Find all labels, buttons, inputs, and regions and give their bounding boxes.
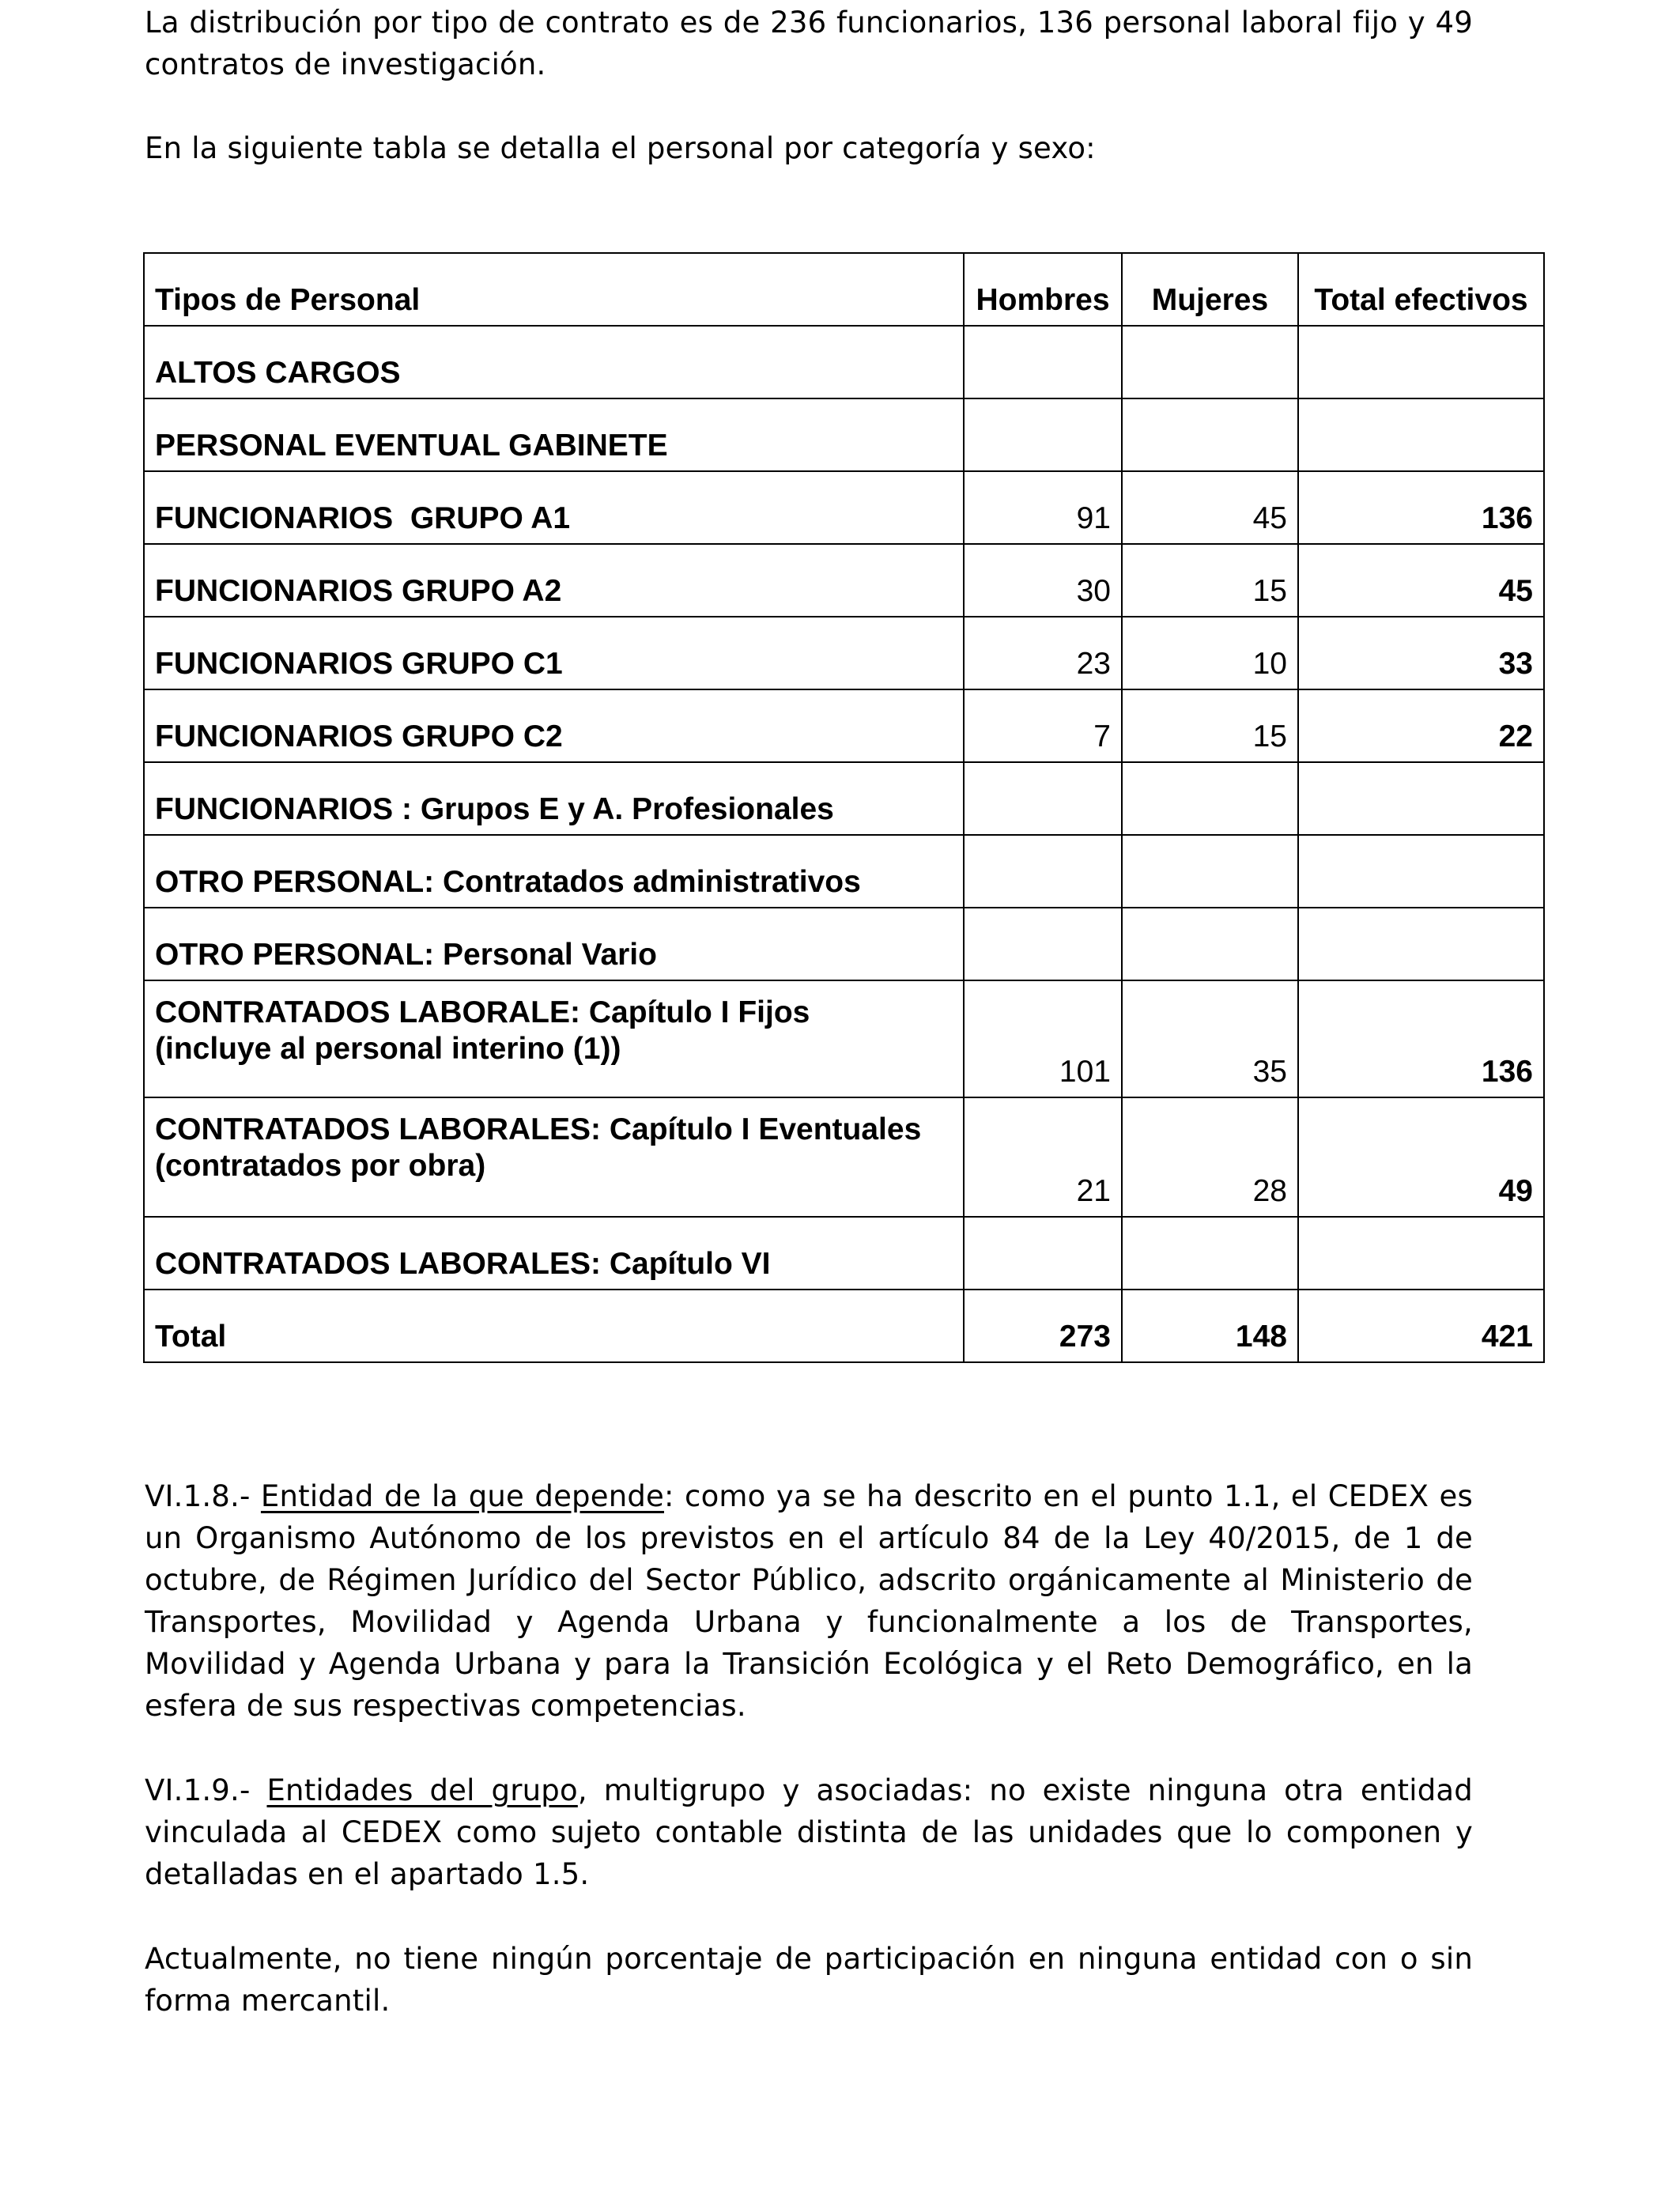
cell-mujeres	[1122, 835, 1298, 908]
cell-total	[1298, 326, 1544, 398]
cell-hombres	[964, 908, 1122, 980]
cell-mujeres: 15	[1122, 689, 1298, 762]
header-mujeres: Mujeres	[1122, 253, 1298, 326]
table-row	[144, 980, 1544, 1097]
cell-hombres	[964, 835, 1122, 908]
header-total: Total efectivos	[1298, 253, 1544, 326]
section-number: VI.1.9.-	[145, 1773, 267, 1807]
cell-mujeres: 45	[1122, 471, 1298, 544]
staff-table	[143, 252, 1545, 1363]
cell-total: 33	[1298, 617, 1544, 689]
cell-total	[1298, 908, 1544, 980]
table-header-row	[144, 253, 1544, 326]
intro-paragraph: La distribución por tipo de contrato es de 236 funcionarios, 136 personal laboral fijo y 49 contratos de investigación.	[145, 6, 1473, 81]
cell-hombres	[964, 762, 1122, 835]
cell-mujeres: 35	[1122, 980, 1298, 1097]
cell-hombres: 23	[964, 617, 1122, 689]
cell-mujeres: 10	[1122, 617, 1298, 689]
cell-total	[1298, 762, 1544, 835]
table-row	[144, 1217, 1544, 1290]
cell-tipo: PERSONAL EVENTUAL GABINETE	[144, 398, 964, 471]
table-total-row	[144, 1290, 1544, 1362]
cell-mujeres: 15	[1122, 544, 1298, 617]
section-text: : como ya se ha descrito en el punto 1.1, el CEDEX es un Organismo Autónomo de los previstos en el artículo 84 de la Ley 40/2015, de 1 de octubre, de Régimen Jurídico del Sector Público, adscrito orgánicamente al Ministerio de Transportes, Movilidad y Agenda Urbana y funcionalmente a los de Transportes, Movilidad y Agenda Urbana y para la Transición Ecológica y el Reto Demográfico, en la esfera de sus respectivas competencias.	[145, 1479, 1473, 1723]
cell-total	[1298, 1217, 1544, 1290]
closing-paragraph: Actualmente, no tiene ningún porcentaje de participación en ninguna entidad con o sin forma mercantil.	[145, 1942, 1473, 2018]
cell-hombres: 7	[964, 689, 1122, 762]
section-title: Entidades del grupo	[266, 1773, 578, 1807]
section-vi-1-8	[145, 1475, 1473, 1727]
cell-mujeres	[1122, 326, 1298, 398]
cell-hombres: 101	[964, 980, 1122, 1097]
cell-mujeres	[1122, 398, 1298, 471]
cell-total	[1298, 398, 1544, 471]
cell-tipo: CONTRATADOS LABORALE: Capítulo I Fijos (incluye al personal interino (1))	[144, 980, 964, 1097]
cell-mujeres	[1122, 1217, 1298, 1290]
cell-hombres	[964, 326, 1122, 398]
cell-mujeres	[1122, 908, 1298, 980]
cell-hombres	[964, 1217, 1122, 1290]
cell-tipo: FUNCIONARIOS GRUPO C2	[144, 689, 964, 762]
cell-total: 136	[1298, 980, 1544, 1097]
header-hombres: Hombres	[964, 253, 1122, 326]
cell-hombres: 91	[964, 471, 1122, 544]
table-row	[144, 398, 1544, 471]
table-row	[144, 326, 1544, 398]
table-row	[144, 1097, 1544, 1217]
section-number: VI.1.8.-	[145, 1479, 261, 1513]
table-row	[144, 544, 1544, 617]
cell-hombres	[964, 398, 1122, 471]
cell-total: 22	[1298, 689, 1544, 762]
table-row	[144, 471, 1544, 544]
cell-hombres: 30	[964, 544, 1122, 617]
cell-hombres: 273	[964, 1290, 1122, 1362]
table-intro-paragraph: En la siguiente tabla se detalla el personal por categoría y sexo:	[145, 131, 1096, 165]
cell-tipo: FUNCIONARIOS GRUPO C1	[144, 617, 964, 689]
cell-total	[1298, 835, 1544, 908]
cell-tipo: FUNCIONARIOS GRUPO A1	[144, 471, 964, 544]
table-row	[144, 762, 1544, 835]
cell-tipo: OTRO PERSONAL: Contratados administrativos	[144, 835, 964, 908]
table-row	[144, 835, 1544, 908]
cell-total: 49	[1298, 1097, 1544, 1217]
section-text: , multigrupo y asociadas: no existe ninguna otra entidad vinculada al CEDEX como sujeto contable distinta de las unidades que lo componen y detalladas en el apartado 1.5.	[145, 1773, 1473, 1891]
table-row	[144, 617, 1544, 689]
cell-mujeres: 148	[1122, 1290, 1298, 1362]
cell-tipo: OTRO PERSONAL: Personal Vario	[144, 908, 964, 980]
table-row	[144, 908, 1544, 980]
cell-tipo: CONTRATADOS LABORALES: Capítulo I Eventuales (contratados por obra)	[144, 1097, 964, 1217]
cell-tipo: ALTOS CARGOS	[144, 326, 964, 398]
cell-mujeres: 28	[1122, 1097, 1298, 1217]
section-vi-1-9	[145, 1769, 1473, 1895]
cell-tipo: Total	[144, 1290, 964, 1362]
cell-tipo: FUNCIONARIOS : Grupos E y A. Profesionales	[144, 762, 964, 835]
cell-tipo: CONTRATADOS LABORALES: Capítulo VI	[144, 1217, 964, 1290]
section-title: Entidad de la que depende	[260, 1479, 664, 1513]
cell-total: 136	[1298, 471, 1544, 544]
cell-total: 421	[1298, 1290, 1544, 1362]
cell-hombres: 21	[964, 1097, 1122, 1217]
cell-total: 45	[1298, 544, 1544, 617]
table-row	[144, 689, 1544, 762]
cell-tipo: FUNCIONARIOS GRUPO A2	[144, 544, 964, 617]
cell-mujeres	[1122, 762, 1298, 835]
header-tipos: Tipos de Personal	[144, 253, 964, 326]
